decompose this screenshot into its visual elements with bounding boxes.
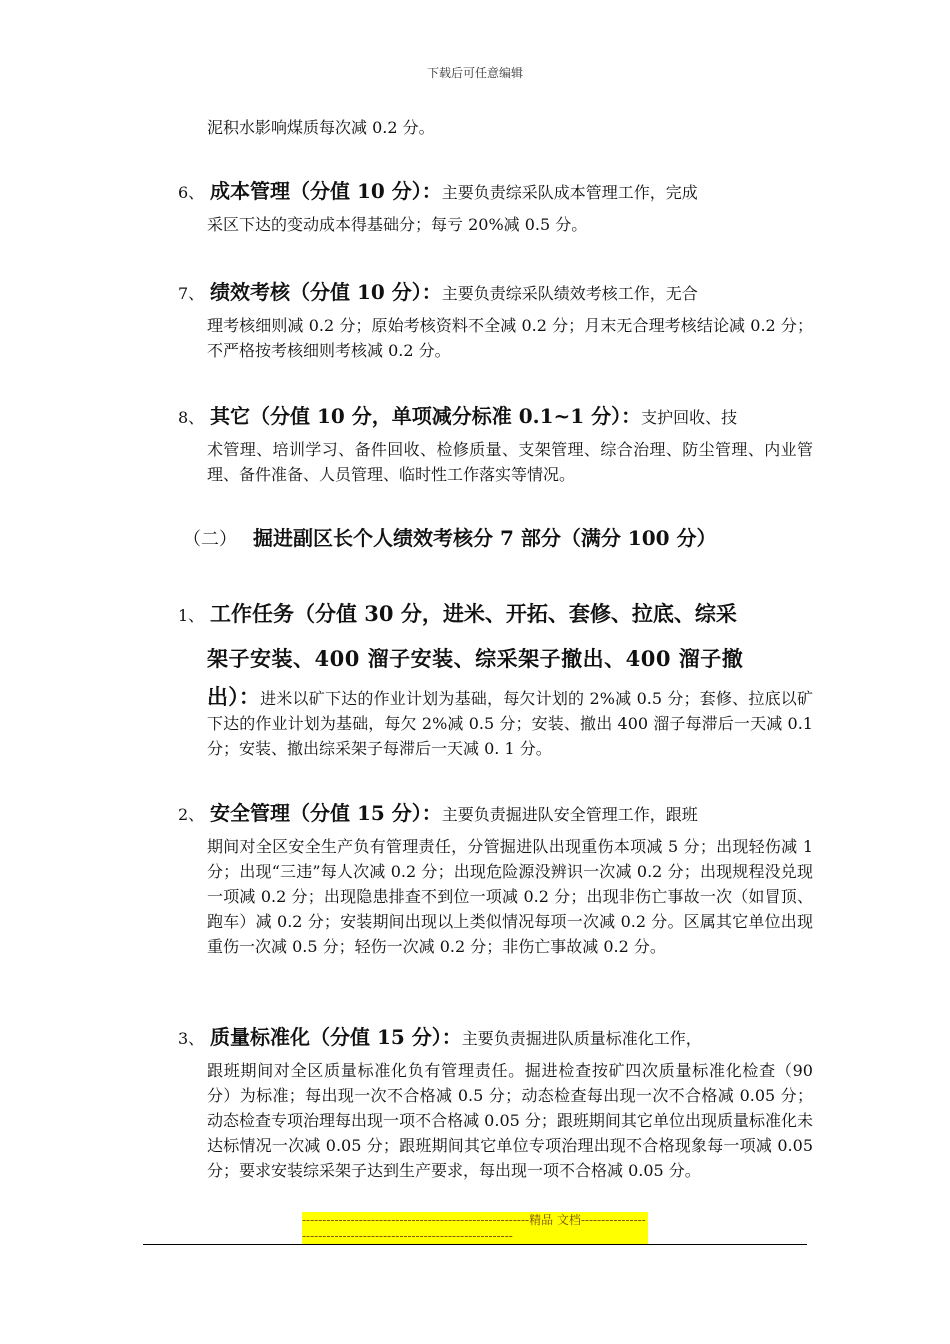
item-lead: 主要负责综采队成本管理工作，完成 xyxy=(441,183,698,202)
item-number: 3、 xyxy=(178,1029,205,1048)
item-lead: 进米以矿下达的作业计划为基础，每欠计划的 2%减 0.5 分；套 xyxy=(260,689,716,708)
item-title: 成本管理（分值 10 分）： xyxy=(210,179,442,203)
list-item-safety-management xyxy=(178,798,813,959)
item-body: 术管理、培训学习、备件回收、检修质量、支架管理、综合治理、防尘管理、内业管理、备件准备、人员管理、临时性工作落实等情况。 xyxy=(207,440,813,484)
item-head xyxy=(178,277,813,309)
item-body: 期间对全区安全生产负有管理责任，分管掘进队出现重伤本项减 5 分；出现轻伤减 1 分；出现“三违”每人次减 0.2 分；出现危险源没辨识一次减 0.2 分；出现规程没兑现一项减 0.2 分；出现隐患排查不到位一项减 0.2 分；出现非伤亡事故一次（如冒顶、跑车）减 0.2 分；安装期间出现以上类似情况每项一次减 0.2 分。区属其它单位出现重伤一次减 0.5 分；轻伤一次减 0.2 分；非伤亡事故减 0.2 分。 xyxy=(207,837,813,956)
list-item-cost-management xyxy=(178,176,813,237)
footer-banner: --------------------------------------------------------精品 文档-------------------------------------------------------------------- xyxy=(302,1212,648,1244)
item-number: 1、 xyxy=(178,606,205,625)
section-heading xyxy=(183,522,717,551)
item-body xyxy=(207,684,813,761)
list-item-work-tasks xyxy=(178,596,813,761)
item-lead: 主要负责掘进队质量标准化工作， xyxy=(461,1029,702,1048)
footer-divider xyxy=(143,1244,807,1245)
item-lead: 支护回收、技 xyxy=(641,408,738,427)
item-title: 绩效考核（分值 10 分）： xyxy=(210,280,442,304)
section-title: 掘进副区长个人绩效考核分 7 部分（满分 100 分） xyxy=(253,526,717,550)
list-item-performance-review xyxy=(178,277,813,363)
item-lead: 主要负责掘进队安全管理工作，跟班 xyxy=(441,805,698,824)
item-body-text: 修、拉底以矿下达的作业计划为基础，每欠 2%减 0.5 分；安装、撤出 400 溜子每滞后一天减 0.1 分；安装、撤出综采架子每滞后一天减 0. 1 分。 xyxy=(207,689,813,758)
item-title: 其它（分值 10 分，单项减分标准 0.1~1 分）： xyxy=(210,404,642,428)
item-head xyxy=(178,798,813,830)
list-item-quality-standardization xyxy=(178,1022,813,1183)
page-header: 下载后可任意编辑 xyxy=(426,66,523,80)
item-body: 跟班期间对全区质量标准化负有管理责任。掘进检查按矿四次质量标准化检查（90 分）为标准；每出现一次不合格减 0.5 分；动态检查每出现一次不合格减 0.05 分；动态检查专项治理每出现一项不合格减 0.05 分；跟班期间其它单位出现质量标准化未达标情况一次减 0.05 分；跟班期间其它单位专项治理出现不合格现象每一项减 0.05 分；要求安装综采架子达到生产要求，每出现一项不合格减 0.05 分。 xyxy=(207,1061,813,1180)
item-title: 工作任务（分值 30 分，进米、开拓、套修、拉底、综采 xyxy=(210,601,737,626)
item-head xyxy=(178,596,813,634)
intro-paragraph: 泥积水影响煤质每次减 0.2 分。 xyxy=(207,118,435,137)
item-head xyxy=(178,401,813,433)
item-number: 2、 xyxy=(178,805,205,824)
item-lead: 主要负责综采队绩效考核工作，无合 xyxy=(441,284,698,303)
section-number: （二） xyxy=(183,529,237,550)
item-body: 采区下达的变动成本得基础分；每亏 20%减 0.5 分。 xyxy=(207,215,588,234)
item-number: 7、 xyxy=(178,284,205,303)
item-title: 安全管理（分值 15 分）： xyxy=(210,801,442,825)
item-number: 6、 xyxy=(178,183,205,202)
item-number: 8、 xyxy=(178,408,205,427)
item-body: 理考核细则减 0.2 分；原始考核资料不全减 0.2 分；月末无合理考核结论减 0.2 分；不严格按考核细则考核减 0.2 分。 xyxy=(207,316,813,360)
item-head xyxy=(178,1022,813,1054)
list-item-other xyxy=(178,401,813,487)
item-head xyxy=(178,176,813,208)
item-title: 质量标准化（分值 15 分）： xyxy=(210,1025,462,1049)
item-title-end: 出）： xyxy=(207,684,261,709)
item-title-continued: 架子安装、400 溜子安装、综采架子撤出、400 溜子撤 xyxy=(207,646,744,671)
